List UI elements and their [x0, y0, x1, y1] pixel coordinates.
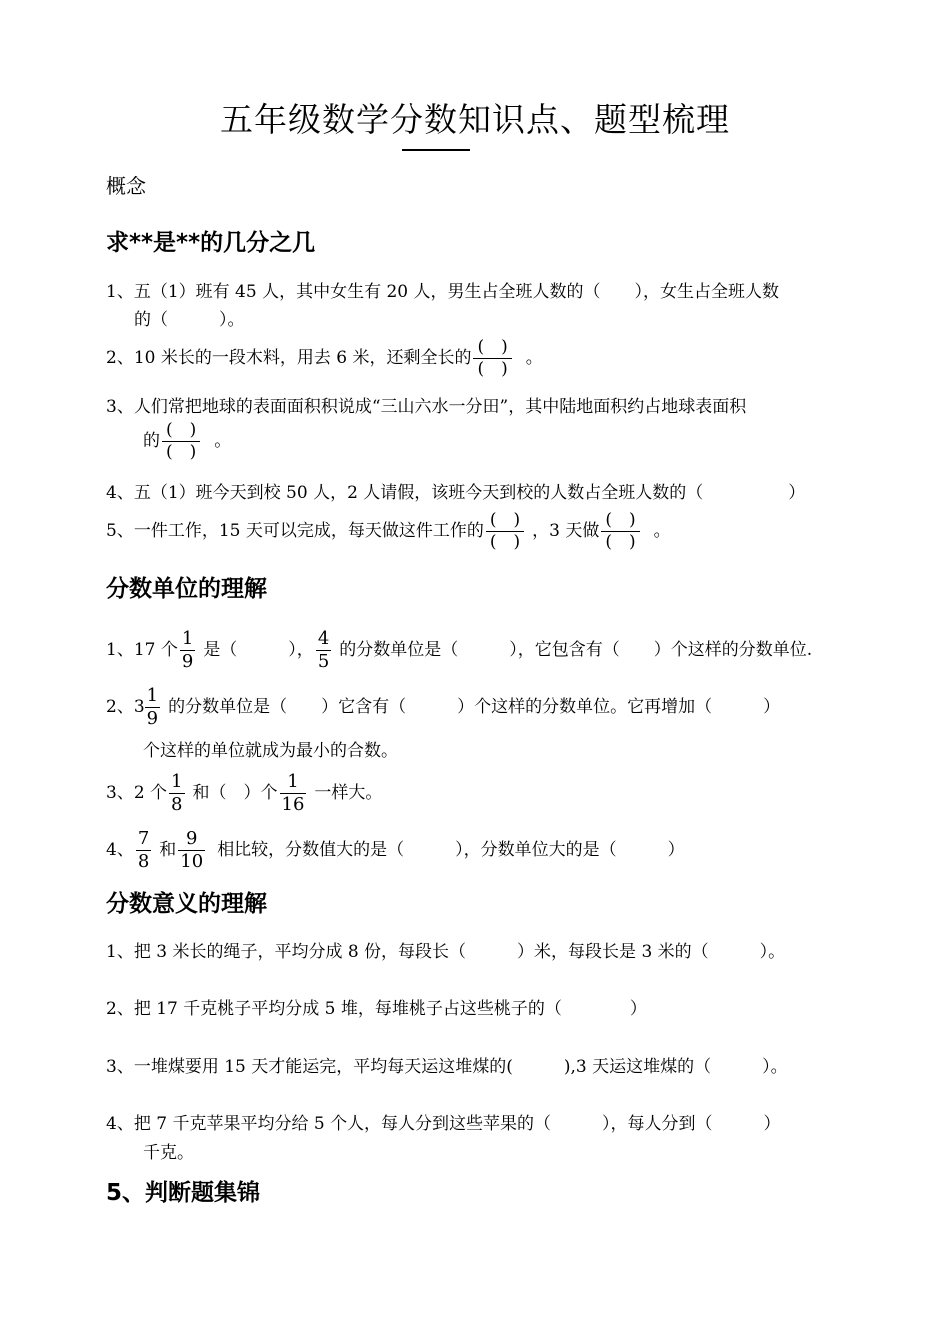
fraction-denominator-blank: ( )	[473, 358, 511, 378]
question-text: 一样大。	[314, 783, 383, 803]
fraction-seven-eighths	[136, 830, 151, 871]
question-text: 相比较，分数值大的是（ ），分数单位大的是（ ）	[217, 840, 685, 860]
question-1-3-line2	[143, 422, 231, 461]
question-text: 1、17 个	[106, 640, 178, 660]
fraction-numerator-blank: ( )	[166, 420, 197, 440]
section-heading-fraction-of: 求**是**的几分之几	[106, 230, 316, 256]
fraction-four-fifths	[316, 630, 331, 671]
question-text: 的分数单位是（ ），它包含有（ ）个这样的分数单位.	[339, 640, 813, 660]
question-3-4-line1: 4、把 7 千克苹果平均分给 5 个人，每人分到这些苹果的（ ），每人分到（ ）	[106, 1114, 781, 1134]
fraction-denominator: 9	[181, 651, 194, 672]
fraction-denominator-blank: ( )	[601, 531, 639, 551]
question-3-4-line2: 千克。	[143, 1143, 194, 1163]
fraction-one-ninth	[180, 630, 195, 671]
fraction-numerator: 4	[317, 628, 330, 649]
question-2-2	[106, 687, 780, 728]
fraction-denominator: 9	[146, 708, 159, 729]
question-1-2	[106, 339, 543, 378]
fraction-numerator: 1	[181, 628, 194, 649]
fraction-one-eighth	[169, 773, 184, 814]
question-3-3: 3、一堆煤要用 15 天才能运完，平均每天运这堆煤的( ),3 天运这堆煤的（ ）。	[106, 1057, 788, 1077]
fraction-numerator: 1	[287, 771, 299, 792]
answer-fraction-blank	[486, 512, 524, 551]
answer-fraction-blank	[601, 512, 639, 551]
question-text: 的	[143, 431, 160, 451]
question-mid: ，3 天做	[532, 521, 600, 541]
question-end: 。	[214, 431, 232, 451]
fraction-denominator: 16	[281, 794, 305, 815]
question-2-1	[106, 630, 812, 671]
question-3-1: 1、把 3 米长的绳子，平均分成 8 份，每段长（ ）米，每段长是 3 米的（ ）。	[106, 942, 786, 962]
question-3-2: 2、把 17 千克桃子平均分成 5 堆，每堆桃子占这些桃子的（ ）	[106, 999, 647, 1019]
fraction-numerator: 9	[186, 828, 198, 849]
fraction-numerator-blank: ( )	[489, 510, 521, 530]
question-end: 。	[653, 521, 671, 541]
question-text: 和（ ）个	[192, 783, 278, 803]
question-2-4	[106, 830, 685, 871]
question-end: 。	[525, 348, 543, 368]
fraction-one-sixteenth	[280, 773, 307, 814]
fraction-denominator: 8	[171, 794, 183, 815]
fraction-denominator: 10	[180, 851, 204, 872]
concept-label: 概念	[106, 174, 146, 198]
section-heading-true-false: 5、判断题集锦	[106, 1180, 261, 1206]
fraction-denominator: 5	[317, 651, 330, 672]
fraction-nine-tenths	[178, 830, 205, 871]
question-text: 3、2 个	[106, 783, 168, 803]
fraction-numerator-blank: ( )	[477, 337, 508, 357]
fraction-denominator-blank: ( )	[162, 441, 200, 461]
fraction-denominator: 8	[137, 851, 150, 872]
question-text: 2、3	[106, 697, 145, 717]
question-1-5	[106, 512, 671, 551]
fraction-numerator: 1	[171, 771, 183, 792]
fraction-numerator-blank: ( )	[605, 510, 636, 530]
fraction-numerator: 7	[137, 828, 150, 849]
question-text: 5、一件工作，15 天可以完成，每天做这件工作的	[106, 521, 484, 541]
question-1-3-line1: 3、人们常把地球的表面面积积说成“三山六水一分田”，其中陆地面积约占地球表面积	[106, 397, 747, 417]
section-heading-fraction-meaning: 分数意义的理解	[106, 891, 267, 917]
question-text: 是（ ），	[203, 640, 314, 660]
fraction-denominator-blank: ( )	[486, 531, 524, 551]
page-title: 五年级数学分数知识点、题型梳理	[220, 100, 730, 139]
section-heading-fraction-unit: 分数单位的理解	[106, 576, 267, 602]
answer-fraction-blank	[473, 339, 511, 378]
question-2-2-line2: 个这样的单位就成为最小的合数。	[143, 741, 398, 761]
question-1-4: 4、五（1）班今天到校 50 人，2 人请假，该班今天到校的人数占全班人数的（ ）	[106, 483, 806, 503]
fraction-numerator: 1	[146, 685, 159, 706]
fraction-one-ninth	[145, 687, 160, 728]
question-1-1-line2: 的（ ）。	[134, 310, 245, 330]
answer-fraction-blank	[162, 422, 200, 461]
question-1-1-line1: 1、五（1）班有 45 人，其中女生有 20 人，男生占全班人数的（ ），女生占全班人数	[106, 282, 780, 302]
question-2-3	[106, 773, 382, 814]
question-text: 2、10 米长的一段木料，用去 6 米，还剩全长的	[106, 348, 472, 368]
title-underline	[402, 149, 470, 151]
question-text: 4、	[106, 840, 134, 860]
question-text: 的分数单位是（ ）它含有（ ）个这样的分数单位。它再增加（ ）	[168, 697, 781, 717]
question-text: 和	[159, 840, 177, 860]
